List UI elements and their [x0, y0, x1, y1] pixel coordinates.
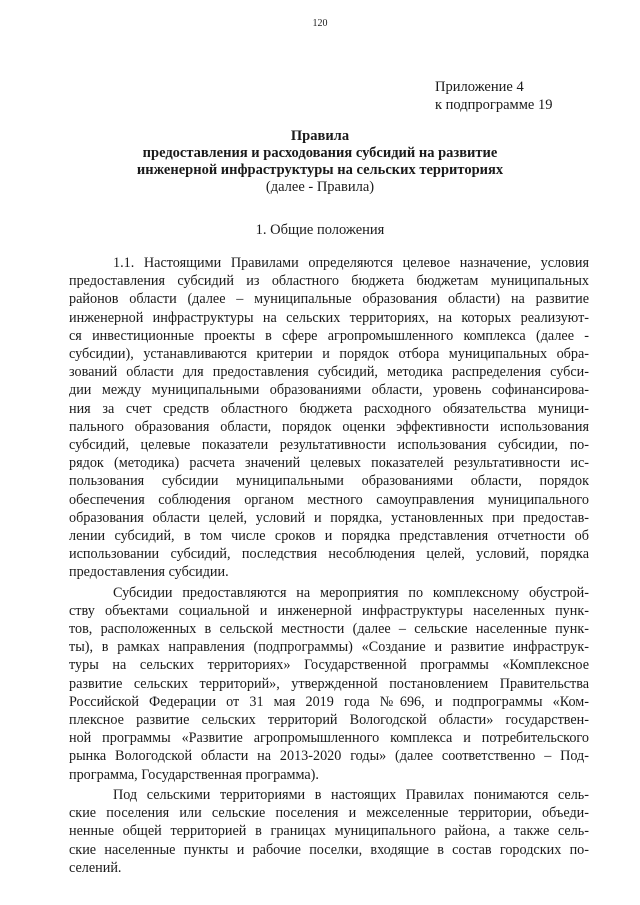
- paragraph-line: пользования субсидии муниципальными образованиями области, порядок: [69, 473, 589, 490]
- paragraph-line: использовании субсидий, последствия несоблюдения целей, условий, порядка: [69, 546, 589, 563]
- paragraph-line: Под сельскими территориями в настоящих Правилах понимаются сель-: [113, 786, 589, 803]
- title-line-4: (далее - Правила): [265, 179, 375, 195]
- body-text: [69, 254, 589, 879]
- paragraph-line: ненные общей территорией в границах муниципального района, а также сель-: [69, 823, 589, 840]
- paragraph-line: тов, расположенных в сельской местности (далее – сельские населенные пунк-: [69, 621, 589, 638]
- paragraph-line: районов области (далее – муниципальные образования области) на развитие: [69, 291, 589, 308]
- paragraph-line: ству объектами социальной и инженерной инфраструктуры населенных пунк-: [69, 602, 589, 619]
- paragraph-line: предоставления субсидии.: [69, 564, 229, 581]
- paragraph-line: туры на сельских территориях» Государственной программы «Комплексное: [69, 657, 589, 674]
- paragraph-line: инженерной инфраструктуры на сельских территориях, на которых реализуют-: [69, 309, 589, 326]
- paragraph-line: селений.: [69, 859, 122, 876]
- paragraph-line: программа, Государственная программа).: [69, 766, 319, 783]
- paragraph-line: субсидии), устанавливаются критерии и порядок отбора муниципальных обра-: [69, 346, 589, 363]
- title-line-2: предоставления и расходования субсидий на развитие: [142, 145, 498, 161]
- paragraph-line: ские поселения или сельские поселения и межселенные территории, объеди-: [69, 805, 589, 822]
- paragraph-line: развитие сельских территорий», утвержденной постановлением Правительства: [69, 675, 589, 692]
- paragraph-line: зований области для предоставления субсидий, методика распределения субси-: [69, 364, 589, 381]
- appendix-line-1: Приложение 4: [435, 79, 524, 95]
- paragraph: [69, 254, 589, 582]
- page-number: 120: [312, 18, 328, 29]
- paragraph-line: лении субсидий, в том числе сроков и порядка представления отчетности об: [69, 528, 589, 545]
- title-line-1: Правила: [290, 128, 350, 144]
- paragraph-line: ты), в рамках направления (подпрограммы) «Создание и развитие инфраструк-: [69, 639, 589, 656]
- paragraph: [69, 786, 589, 877]
- document-title: [0, 128, 640, 196]
- paragraph-line: обеспечения соблюдения органом местного самоуправления муниципального: [69, 491, 589, 508]
- paragraph: [69, 584, 589, 784]
- section-heading: 1. Общие положения: [255, 222, 385, 238]
- paragraph-line: пального образования области, порядок оценки эффективности использования: [69, 418, 589, 435]
- paragraph-line: ся инвестиционные проекты в сфере агропромышленного комплекса (далее -: [69, 327, 589, 344]
- appendix-reference: [435, 78, 552, 114]
- paragraph-line: дии между муниципальными образованиями области, уровень софинансирова-: [69, 382, 589, 399]
- paragraph-line: ния за счет средств областного бюджета расходного обязательства муници-: [69, 400, 589, 417]
- paragraph-line: Российской Федерации от 31 мая 2019 года №696, и подпрограммы «Ком-: [69, 693, 589, 710]
- paragraph-line: ские населенные пункты и рабочие поселки, входящие в состав городских по-: [69, 841, 589, 858]
- title-line-3: инженерной инфраструктуры на сельских территориях: [136, 162, 504, 178]
- paragraph-line: плексное развитие сельских территорий Вологодской области» государствен-: [69, 712, 589, 729]
- paragraph-line: субсидий, целевые показатели результативности использования субсидии, по-: [69, 437, 589, 454]
- paragraph-line: образования области целей, условий и порядка, установленных при предостав-: [69, 509, 589, 526]
- paragraph-line: 1.1. Настоящими Правилами определяются целевое назначение, условия: [113, 255, 589, 271]
- paragraph-line: рядок (методика) расчета значений целевых показателей результативности ис-: [69, 455, 589, 472]
- paragraph-line: рынка Вологодской области на 2013-2020 годы» (далее соответственно – Под-: [69, 748, 589, 765]
- paragraph-line: предоставления субсидий из областного бюджета бюджетам муниципальных: [69, 273, 589, 290]
- paragraph-line: Субсидии предоставляются на мероприятия по комплексному обустрой-: [113, 584, 589, 601]
- paragraph-line: ной программы «Развитие агропромышленного комплекса и потребительского: [69, 730, 589, 747]
- appendix-line-2: к подпрограмме 19: [435, 97, 553, 113]
